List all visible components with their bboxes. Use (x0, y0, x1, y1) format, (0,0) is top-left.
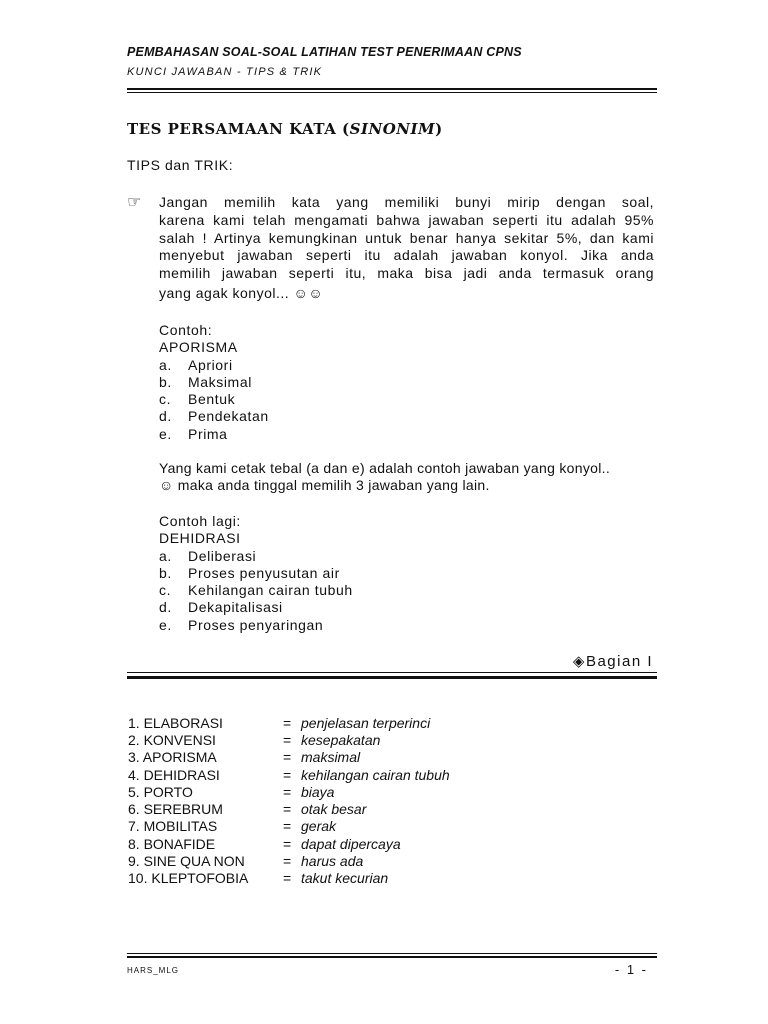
answer-row: 6. SEREBRUM = otak besar (128, 801, 367, 817)
answer-row: 1. ELABORASI = penjelasan terperinci (128, 715, 431, 731)
section-title-italic: SINONIM (349, 120, 436, 138)
example2-word: DEHIDRASI (159, 530, 241, 547)
tip-line: salah ! Artinya kemungkinan untuk benar hanya sekitar 5%, dan kami (159, 229, 654, 246)
example1-option: d. Pendekatan (159, 408, 269, 425)
example2-option: c. Kehilangan cairan tubuh (159, 582, 353, 599)
footer-divider-thin (127, 953, 657, 954)
answer-row: 9. SINE QUA NON = harus ada (128, 853, 364, 869)
bagian-label: Bagian I (585, 653, 653, 670)
tip-paragraph (159, 194, 654, 303)
example1-option: e. Prima (159, 425, 228, 442)
example2-option: e. Proses penyaringan (159, 616, 324, 633)
answer-row: 2. KONVENSI = kesepakatan (128, 732, 381, 748)
page-number: - 1 - (614, 962, 648, 977)
header-divider (127, 88, 657, 90)
answer-row: 3. APORISMA = maksimal (128, 749, 361, 765)
example1-block (159, 322, 269, 443)
diamond-icon: ◈ (572, 653, 586, 670)
pointing-hand-icon: ☞ (127, 194, 142, 211)
answer-row: 7. MOBILITAS = gerak (128, 818, 337, 834)
tip-line: yang agak konyol... ☺☺ (159, 284, 324, 301)
answer-row: 8. BONAFIDE = dapat dipercaya (128, 836, 401, 852)
bagian-divider (127, 676, 657, 679)
section-title (127, 120, 443, 138)
example2-option: b. Proses penyusutan air (159, 564, 340, 581)
section-title-close: ) (435, 120, 443, 138)
example1-option: c. Bentuk (159, 391, 236, 408)
tip-line: Jangan memilih kata yang memiliki bunyi mirip dengan soal, (159, 194, 654, 210)
example1-label: Contoh: (159, 322, 213, 338)
note-line: ☺ maka anda tinggal memilih 3 jawaban yang lain. (159, 477, 490, 494)
header-divider-thin (127, 92, 657, 93)
tip-line: karena kami telah mengamati bahwa jawaban seperti itu adalah 95% (159, 211, 654, 228)
note-block (159, 460, 610, 495)
answer-row: 5. PORTO = biaya (128, 784, 335, 800)
example1-option: a. Apriori (159, 356, 233, 373)
example2-option: a. Deliberasi (159, 547, 257, 564)
bagian-heading (573, 652, 653, 670)
tip-line: memilih jawaban seperti itu, maka bisa jadi anda termasuk orang (159, 265, 654, 282)
tip-line: menyebut jawaban seperti itu adalah jawaban konyol. Jika anda (159, 247, 654, 264)
footer-divider (127, 956, 657, 958)
answer-row: 4. DEHIDRASI = kehilangan cairan tubuh (128, 767, 450, 783)
document-header-subtitle: KUNCI JAWABAN - TIPS & TRIK (127, 66, 323, 78)
example1-word: APORISMA (159, 339, 238, 356)
tips-label: TIPS dan TRIK: (127, 157, 234, 173)
document-header-title: PEMBAHASAN SOAL-SOAL LATIHAN TEST PENERIMAAN CPNS (127, 45, 522, 59)
note-line: Yang kami cetak tebal (a dan e) adalah contoh jawaban yang konyol.. (159, 460, 611, 476)
footer-author: HARS_MLG (127, 966, 180, 975)
section-title-main: TES PERSAMAAN KATA ( (127, 120, 350, 138)
example2-block (159, 513, 353, 634)
example2-label: Contoh lagi: (159, 513, 241, 529)
example2-option: d. Dekapitalisasi (159, 599, 283, 616)
example1-option: b. Maksimal (159, 373, 252, 390)
answer-row: 10. KLEPTOFOBIA = takut kecurian (128, 870, 389, 886)
bagian-divider-thin (127, 672, 657, 673)
